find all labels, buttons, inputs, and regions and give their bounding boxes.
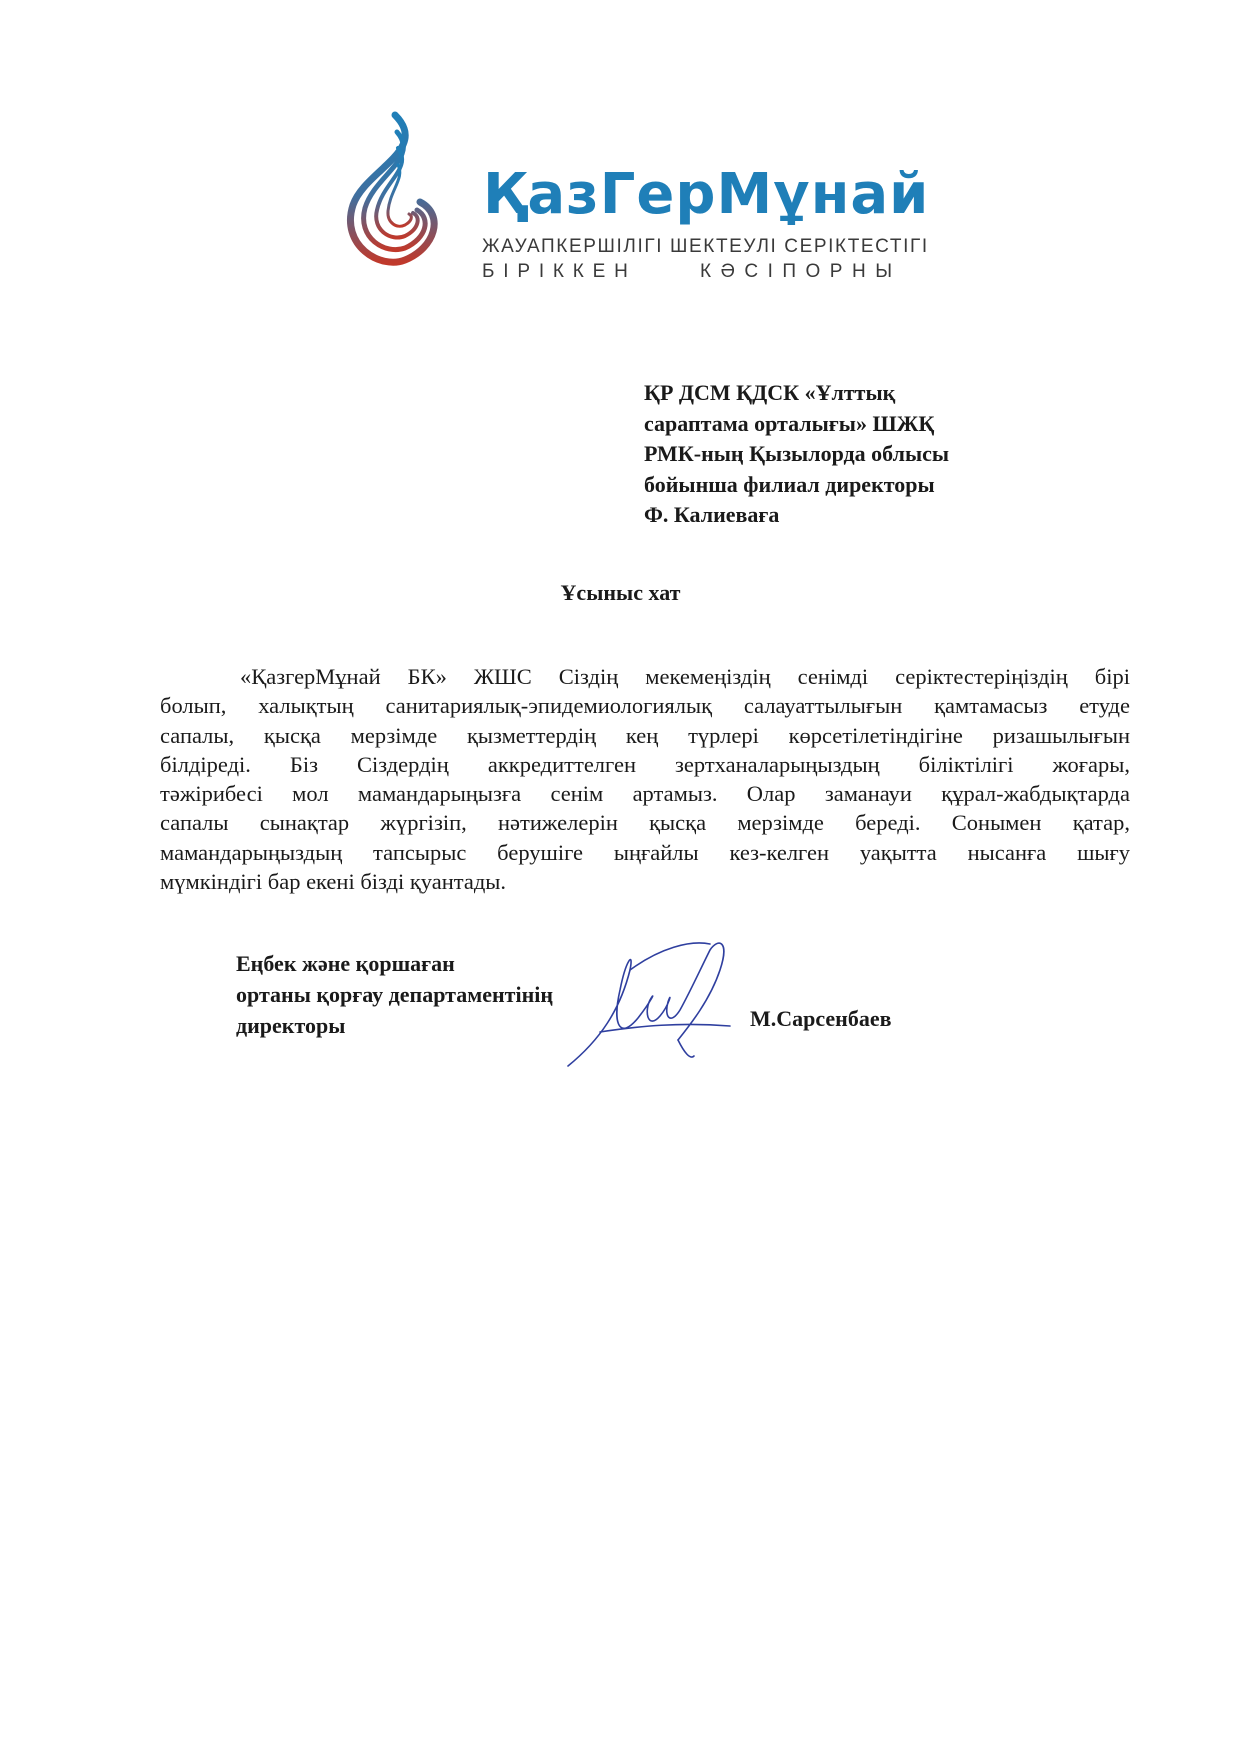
company-subtitle-line1: ЖАУАПКЕРШІЛІГІ ШЕКТЕУЛІ СЕРІКТЕСТІГІ: [482, 236, 929, 257]
body-line: болып, халықтың санитариялық-эпидемиологиялық салауаттылығын қамтамасыз етуде: [160, 693, 1130, 719]
letter-title-text: Ұсыныс хат: [560, 580, 681, 605]
body-line: сапалы сынақтар жүргізіп, нәтижелерін қысқа мерзімде береді. Сонымен қатар,: [160, 810, 1130, 836]
body-line: мүмкіндігі бар екені бізді қуантады.: [160, 869, 507, 895]
body-line: сапалы, қысқа мерзімде қызметтердің кең түрлері көрсетілетіндігіне ризашылығын: [160, 722, 1130, 748]
company-subtitle-line2: [482, 261, 902, 283]
company-name: ҚазГерМұнай: [483, 162, 930, 227]
company-subtitle-word1: БІРІККЕН: [482, 261, 637, 282]
addressee-block: [644, 378, 1064, 531]
letter-title: [0, 580, 1241, 606]
signatory-position-line: Еңбек және қоршаған: [236, 951, 455, 976]
signatory-position-line: ортаны қорғау департаментінің: [236, 982, 554, 1007]
addressee-line: ҚР ДСМ ҚДСК «Ұлттық: [644, 380, 896, 405]
addressee-line: РМК-ның Қызылорда облысы: [644, 441, 950, 466]
addressee-line: Ф. Калиеваға: [644, 502, 780, 527]
company-logo-flame-icon: [335, 110, 455, 275]
body-line: білдіреді. Біз Сіздердің аккредиттелген зертханаларыңыздың біліктілігі жоғары,: [160, 751, 1130, 777]
body-line: тәжірибесі мол мамандарыңызға сенім артамыз. Олар заманауи құрал-жабдықтарда: [160, 781, 1130, 807]
handwritten-signature: [560, 930, 740, 1070]
signatory-name: М.Сарсенбаев: [750, 1006, 892, 1031]
letter-body: [160, 662, 1130, 896]
signatory-position-line: директоры: [236, 1013, 346, 1038]
body-line: мамандарыңыздың тапсырыс берушіге ыңғайлы кез-келген уақытта нысанға шығу: [160, 839, 1130, 865]
company-subtitle-word2: КӘСІПОРНЫ: [700, 261, 902, 282]
body-line: «ҚазгерМұнай БК» ЖШС Сіздің мекемеңіздің сенімді серіктестеріңіздің бірі: [240, 664, 1130, 689]
addressee-line: сараптама орталығы» ШЖҚ: [644, 410, 935, 436]
addressee-line: бойынша филиал директоры: [644, 471, 935, 497]
